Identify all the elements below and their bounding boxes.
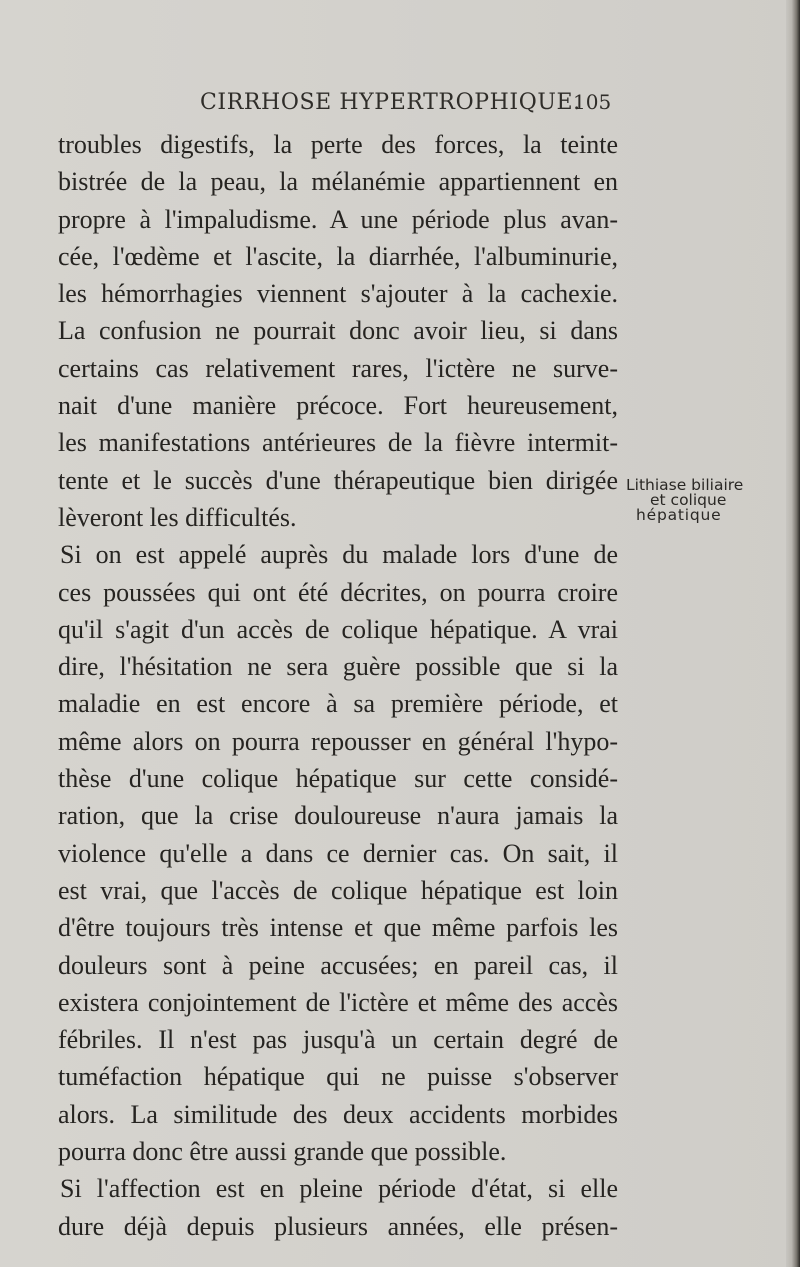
text-line: lèveront les difficultés. (58, 502, 297, 532)
page-number: 105 (573, 90, 612, 114)
text-line: dire, l'hésitation ne sera guère possible que si la (58, 652, 618, 682)
text-line: les hémorrhagies viennent s'ajouter à la cachexie. (58, 279, 618, 309)
text-line: fébriles. Il n'est pas jusqu'à un certain degré de (58, 1025, 618, 1055)
text-line: propre à l'impaludisme. A une période plus avan- (58, 204, 618, 234)
margin-note-line: hépatique (636, 506, 722, 524)
text-line: tuméfaction hépatique qui ne puisse s'observer (58, 1062, 618, 1092)
text-line: pourra donc être aussi grande que possible. (58, 1137, 507, 1167)
text-line: douleurs sont à peine accusées; en pareil cas, il (58, 950, 618, 980)
text-line: maladie en est encore à sa première période, et (58, 689, 618, 719)
text-line: existera conjointement de l'ictère et même des accès (58, 987, 618, 1017)
text-line: les manifestations antérieures de la fièvre intermit- (58, 428, 618, 458)
text-line: nait d'une manière précoce. Fort heureusement, (58, 391, 618, 421)
text-line: bistrée de la peau, la mélanémie appartiennent en (58, 167, 618, 197)
text-line: La confusion ne pourrait donc avoir lieu, si dans (58, 316, 618, 346)
text-line: alors. La similitude des deux accidents morbides (58, 1099, 618, 1129)
page-edge-shadow (786, 0, 800, 1267)
body-text (58, 126, 618, 1245)
running-head-title: CIRRHOSE HYPERTROPHIQUE. (200, 90, 581, 115)
text-line: Si on est appelé auprès du malade lors d'une de (60, 540, 618, 570)
text-line: thèse d'une colique hépatique sur cette considé- (58, 764, 618, 794)
text-line: ces poussées qui ont été décrites, on pourra croire (58, 577, 618, 607)
text-line: cée, l'œdème et l'ascite, la diarrhée, l'albuminurie, (58, 241, 618, 271)
text-line: certains cas relativement rares, l'ictère ne surve- (58, 353, 618, 383)
text-line: troubles digestifs, la perte des forces, la teinte (58, 130, 618, 159)
text-line: dure déjà depuis plusieurs années, elle présen- (58, 1211, 618, 1241)
text-line: Si l'affection est en pleine période d'état, si elle (60, 1174, 618, 1204)
text-line: est vrai, que l'accès de colique hépatique est loin (58, 875, 618, 905)
margin-note-line: et colique (650, 491, 727, 509)
text-line: ration, que la crise douloureuse n'aura jamais la (58, 801, 618, 831)
running-head (0, 90, 800, 120)
text-line: tente et le succès d'une thérapeutique bien dirigée (58, 465, 618, 495)
text-line: d'être toujours très intense et que même parfois les (58, 913, 618, 943)
text-line: même alors on pourra repousser en général l'hypo- (58, 726, 618, 756)
text-line: qu'il s'agit d'un accès de colique hépatique. A vrai (58, 614, 618, 644)
text-line: violence qu'elle a dans ce dernier cas. On sait, il (58, 838, 618, 868)
margin-note (622, 478, 798, 523)
margin-note-line: Lithiase biliaire (626, 476, 744, 494)
